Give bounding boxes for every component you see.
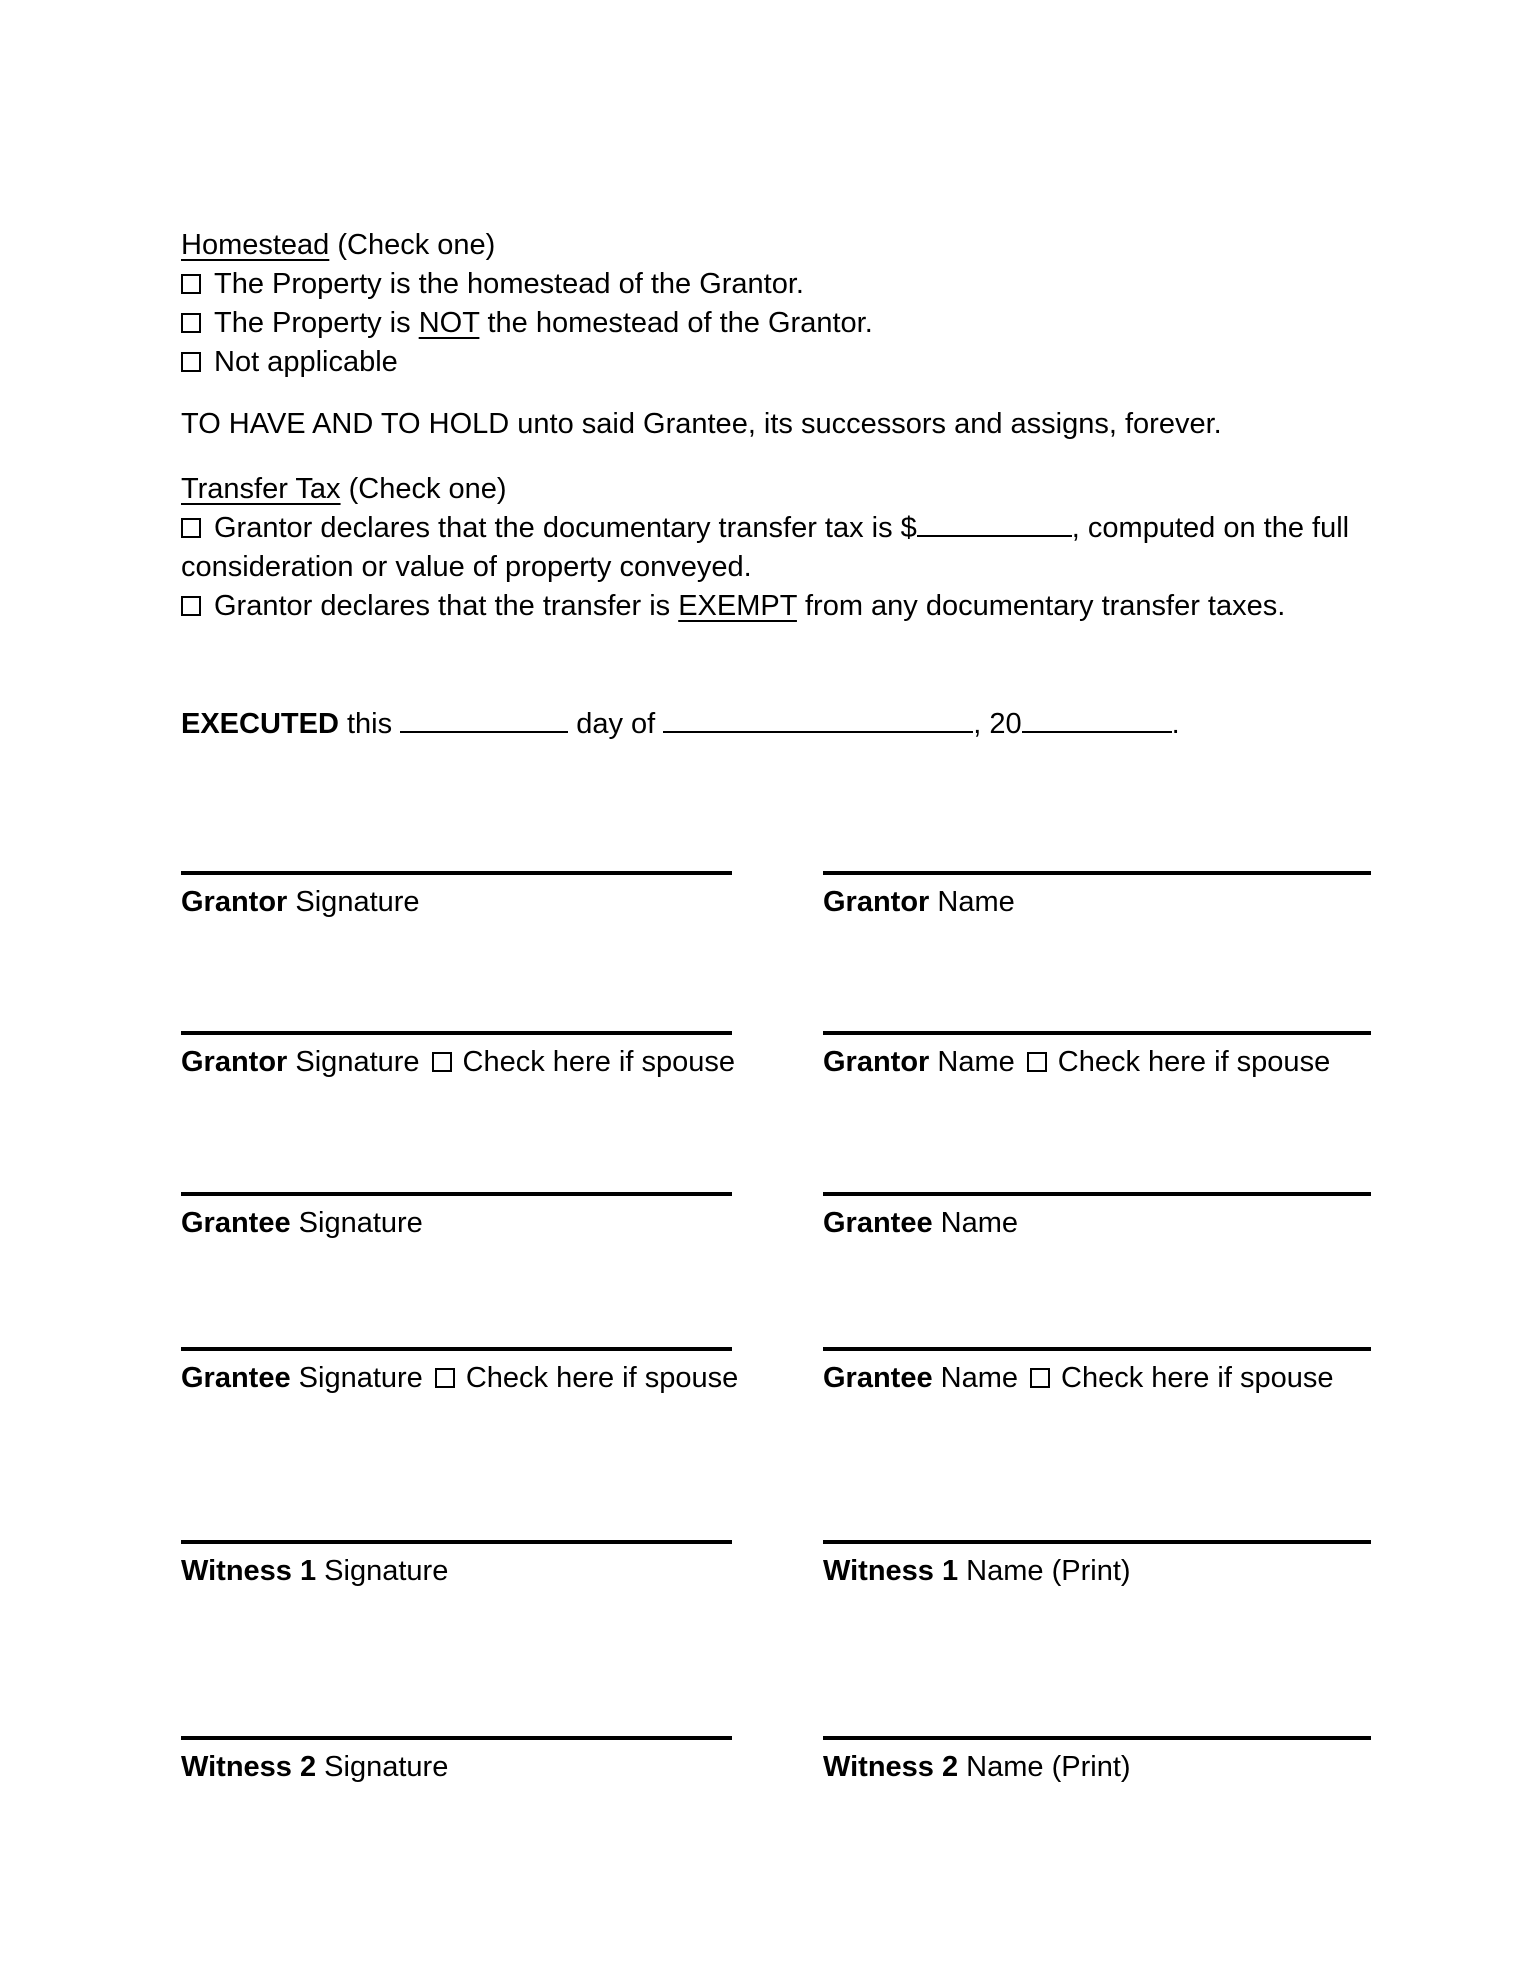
homestead-heading (181, 226, 1371, 265)
grantee-signature-cell (181, 1192, 732, 1241)
witness2-signature-label: Witness 2 Signature (181, 1751, 449, 1783)
option-text: Not applicable (214, 346, 398, 378)
grantor-name-line[interactable] (823, 871, 1371, 875)
checkbox-homestead-no-icon[interactable] (181, 313, 201, 333)
homestead-heading-word: Homestead (181, 229, 330, 261)
witness2-signature-line[interactable] (181, 1736, 732, 1740)
witness2-name-label: Witness 2 Name (Print) (823, 1751, 1131, 1783)
checkbox-homestead-na-icon[interactable] (181, 352, 201, 372)
grantor-spouse-name-cell (823, 1031, 1371, 1080)
executed-month-blank[interactable] (663, 706, 973, 733)
grantee-spouse-signature-label: Grantee Signature Check here if spouse (181, 1362, 739, 1394)
executed-line: EXECUTED this day of , 20 . (181, 708, 1180, 740)
executed-year-blank[interactable] (1022, 706, 1172, 733)
grantee-spouse-name-line[interactable] (823, 1347, 1371, 1351)
witness1-name-line[interactable] (823, 1540, 1371, 1544)
checkbox-grantee-spouse-name-icon[interactable] (1030, 1368, 1050, 1388)
option-text: Grantor declares that the documentary transfer tax is $ , computed on the full consideration or value of property conveyed. (181, 512, 1350, 583)
grantee-name-label: Grantee Name (823, 1207, 1019, 1239)
homestead-option-1 (181, 265, 1371, 304)
grantor-spouse-signature-label: Grantor Signature Check here if spouse (181, 1046, 735, 1078)
grantor-signature-label: Grantor Signature (181, 886, 420, 918)
checkbox-tax-amount-icon[interactable] (181, 518, 201, 538)
checkbox-grantor-spouse-signature-icon[interactable] (432, 1052, 452, 1072)
grantor-spouse-signature-cell (181, 1031, 735, 1080)
witness2-name-line[interactable] (823, 1736, 1371, 1740)
checkbox-homestead-yes-icon[interactable] (181, 274, 201, 294)
homestead-option-2 (181, 304, 1371, 343)
executed-day-blank[interactable] (400, 706, 568, 733)
witness1-name-label: Witness 1 Name (Print) (823, 1555, 1131, 1587)
grantee-name-line[interactable] (823, 1192, 1371, 1196)
grantee-signature-label: Grantee Signature (181, 1207, 423, 1239)
transfer-tax-heading (181, 470, 1371, 509)
executed-word: EXECUTED (181, 708, 339, 740)
witness1-signature-line[interactable] (181, 1540, 732, 1544)
witness1-signature-cell (181, 1540, 732, 1589)
homestead-section (181, 226, 1371, 382)
grantee-signature-line[interactable] (181, 1192, 732, 1196)
grantor-signature-cell (181, 871, 732, 920)
witness2-name-cell (823, 1736, 1371, 1785)
homestead-option-3 (181, 343, 1371, 382)
option-text: Grantor declares that the transfer is EXEMPT from any documentary transfer taxes. (214, 590, 1286, 622)
witness1-name-cell (823, 1540, 1371, 1589)
transfer-tax-option-1 (181, 509, 1371, 587)
grantee-spouse-signature-line[interactable] (181, 1347, 732, 1351)
checkbox-grantee-spouse-signature-icon[interactable] (435, 1368, 455, 1388)
option-text: The Property is the homestead of the Grantor. (214, 268, 804, 300)
transfer-tax-option-2 (181, 587, 1371, 626)
transfer-tax-heading-suffix: (Check one) (340, 473, 507, 505)
checkbox-tax-exempt-icon[interactable] (181, 596, 201, 616)
grantor-spouse-name-line[interactable] (823, 1031, 1371, 1035)
witness2-signature-cell (181, 1736, 732, 1785)
transfer-tax-heading-word: Transfer Tax (181, 473, 341, 505)
grantee-name-cell (823, 1192, 1371, 1241)
transfer-tax-section (181, 470, 1371, 626)
grantor-spouse-name-label: Grantor Name Check here if spouse (823, 1046, 1331, 1078)
grantor-name-cell (823, 871, 1371, 920)
habendum-clause (181, 405, 1371, 444)
checkbox-grantor-spouse-name-icon[interactable] (1027, 1052, 1047, 1072)
grantor-spouse-signature-line[interactable] (181, 1031, 732, 1035)
homestead-heading-suffix: (Check one) (329, 229, 496, 261)
grantor-signature-line[interactable] (181, 871, 732, 875)
habendum-text: TO HAVE AND TO HOLD unto said Grantee, its successors and assigns, forever. (181, 408, 1222, 440)
grantee-spouse-signature-cell (181, 1347, 739, 1396)
grantee-spouse-name-cell (823, 1347, 1371, 1396)
grantee-spouse-name-label: Grantee Name Check here if spouse (823, 1362, 1334, 1394)
witness1-signature-label: Witness 1 Signature (181, 1555, 449, 1587)
option-text: The Property is NOT the homestead of the Grantor. (214, 307, 873, 339)
tax-amount-blank[interactable] (917, 510, 1072, 537)
grantor-name-label: Grantor Name (823, 886, 1015, 918)
